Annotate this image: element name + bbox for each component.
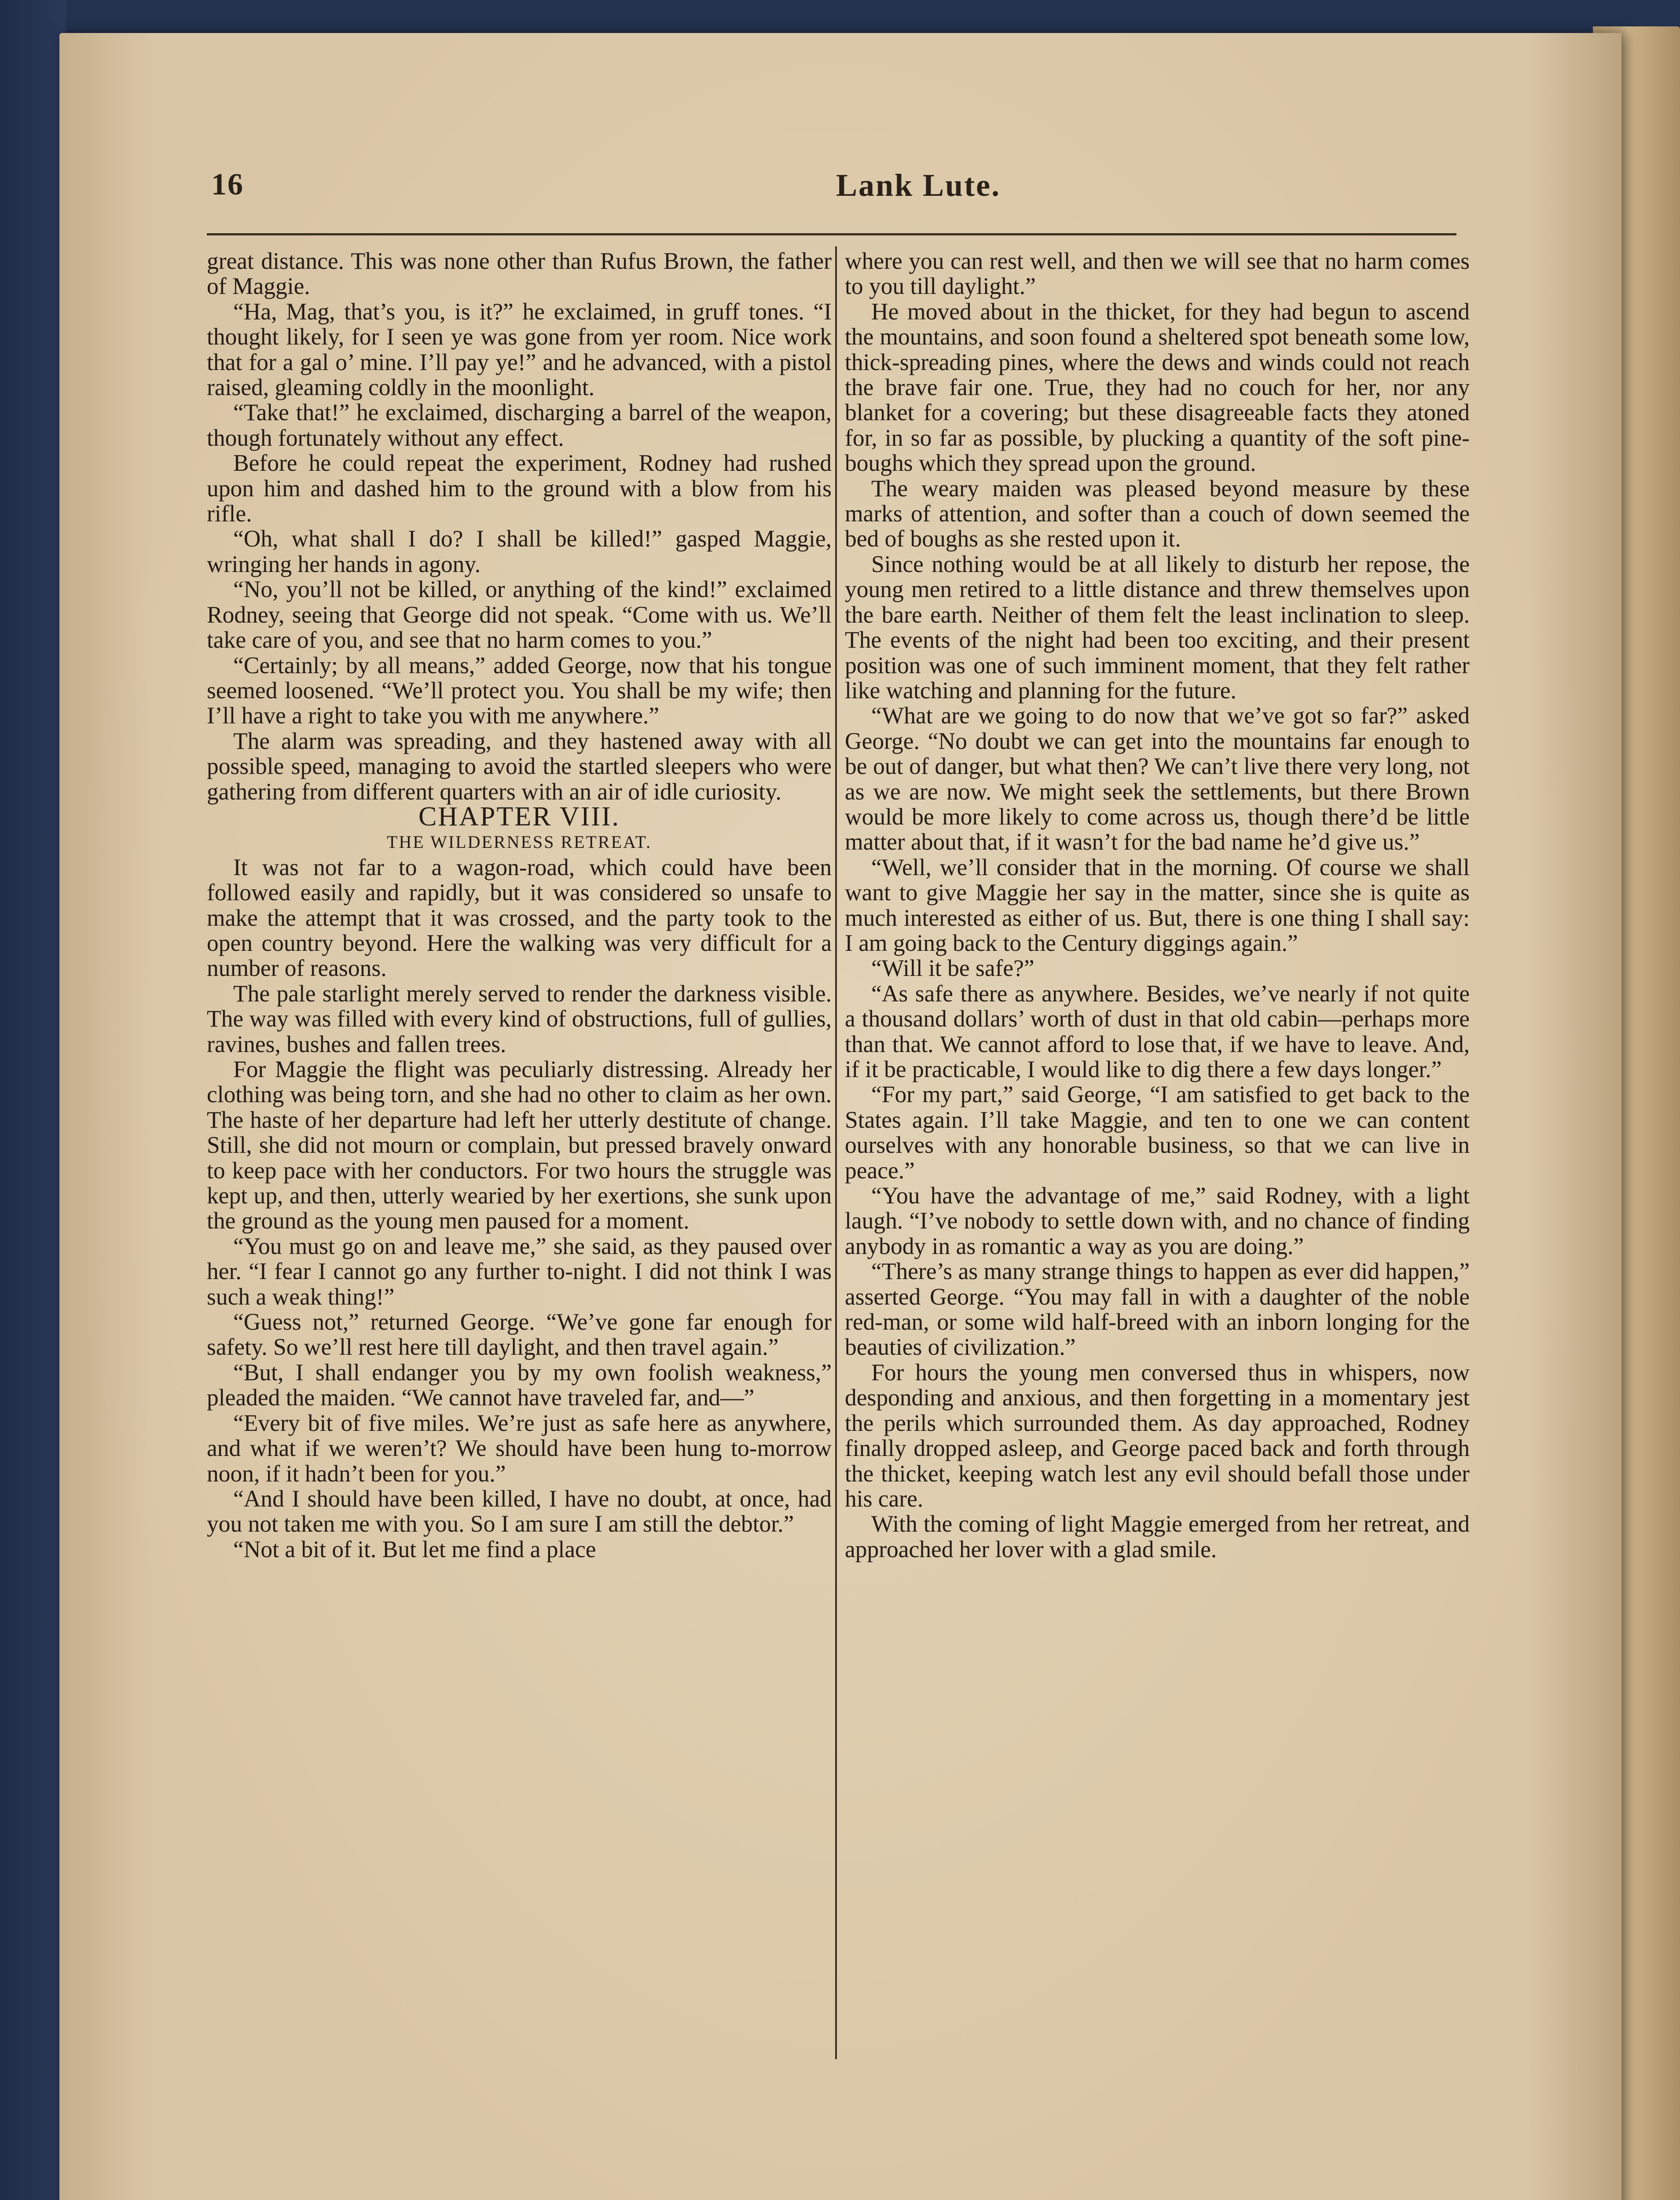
paragraph: Since nothing would be at all likely to disturb her repose, the young men retired to a little distance and threw themselves upon the bare earth. Neither of them felt the least inclination to sleep. The events of the night had been too exciting, and their present position was one of such imminent moment, that they felt rather like watching and planning for the future. (845, 550, 1470, 704)
paragraph: “As safe there as anywhere. Besides, we’ve nearly if not quite a thousand dollars’ worth of dust in that old cabin—perhaps more than that. We cannot afford to lose that, if we have to leave. And, if it be practicable, I would like to dig there a few days longer.” (845, 980, 1470, 1082)
chapter-title: CHAPTER VIII. (418, 801, 620, 832)
paragraph: With the coming of light Maggie emerged from her retreat, and approached her lover with a glad smile. (845, 1511, 1470, 1562)
paragraph: “No, you’ll not be killed, or anything of the kind!” exclaimed Rodney, seeing that George did not speak. “Come with us. We’ll take care of you, and see that no harm comes to you.” (207, 576, 832, 653)
paragraph: “Every bit of five miles. We’re just as safe here as anywhere, and what if we weren’t? We should have been hung to-morrow noon, if it hadn’t been for you.” (207, 1409, 832, 1487)
paragraph: It was not far to a wagon-road, which could have been followed easily and rapidly, but it was considered so unsafe to make the attempt that it was crossed, and the party took to the open country beyond. Here the walking was very difficult for a number of reasons. (207, 854, 832, 982)
right-column-paragraphs (845, 249, 1470, 1562)
running-title: Lank Lute. (836, 168, 1001, 203)
paragraph: He moved about in the thicket, for they had begun to ascend the mountains, and soon found a sheltered spot beneath some low, thick-spreading pines, where the dews and winds could not reach the brave fair one. True, they had no couch for her, nor any blanket for a covering; but these disagreeable facts they atoned for, in so far as possible, by plucking a quantity of the soft pine-boughs which they spread upon the ground. (845, 298, 1470, 477)
column-divider (835, 246, 837, 2059)
paragraph: “Oh, what shall I do? I shall be killed!” gasped Maggie, wringing her hands in agony. (207, 525, 832, 577)
right-column (845, 249, 1470, 1562)
page-number: 16 (211, 168, 244, 202)
page-header (150, 167, 1456, 220)
left-column-chapter-paragraphs (207, 855, 832, 1562)
left-column-paragraphs (207, 249, 832, 804)
paragraph: where you can rest well, and then we will see that no harm comes to you till daylight.” (845, 248, 1470, 300)
paragraph: The weary maiden was pleased beyond measure by these marks of attention, and softer than a couch of down seemed the bed of boughs as she rested upon it. (845, 475, 1470, 552)
paragraph: “Will it be safe?” (871, 955, 1034, 982)
paragraph: Before he could repeat the experiment, Rodney had rushed upon him and dashed him to the ground with a blow from his rifle. (207, 450, 832, 527)
paragraph: For hours the young men conversed thus in whispers, now desponding and anxious, and then forgetting in a momentary jest the perils which surrounded them. As day approached, Rodney finally dropped asleep, and George paced back and forth through the thicket, keeping watch lest any evil should befall those under his care. (845, 1359, 1470, 1512)
paragraph: For Maggie the flight was peculiarly distressing. Already her clothing was being torn, and she had no other to claim as her own. The haste of her departure had left her utterly destitute of change. Still, she did not mourn or complain, but pressed bravely onward to keep pace with her conductors. For two hours the struggle was kept up, and then, utterly wearied by her exertions, she sunk upon the ground as the young men paused for a moment. (207, 1056, 832, 1234)
paragraph: “But, I shall endanger you by my own foolish weakness,” pleaded the maiden. “We cannot have traveled far, and—” (207, 1359, 832, 1411)
paragraph: “For my part,” said George, “I am satisfied to get back to the States again. I’ll take Maggie, and ten to one we can content ourselves with any honorable business, so that we can live in peace.” (845, 1081, 1470, 1184)
header-rule (207, 233, 1456, 235)
paragraph: “There’s as many strange things to happen as ever did happen,” asserted George. “You may fall in with a daughter of the noble red-man, or some wild half-breed with an inborn longing for the beauties of civilization.” (845, 1258, 1470, 1360)
paragraph: The alarm was spreading, and they hastened away with all possible speed, managing to avoid the startled sleepers who were gathering from different quarters with an air of idle curiosity. (207, 727, 832, 805)
paragraph: great distance. This was none other than Rufus Brown, the father of Maggie. (207, 248, 832, 300)
paragraph: “Ha, Mag, that’s you, is it?” he exclaimed, in gruff tones. “I thought likely, for I seen ye was gone from yer room. Nice work that for a gal o’ mine. I’ll pay ye!” and he advanced, with a pistol raised, gleaming coldly in the moonlight. (207, 298, 832, 401)
paragraph: “Take that!” he exclaimed, discharging a barrel of the weapon, though fortunately without any effect. (207, 399, 832, 451)
chapter-subtitle: THE WILDERNESS RETREAT. (387, 832, 652, 852)
paragraph: “What are we going to do now that we’ve got so far?” asked George. “No doubt we can get into the mountains far enough to be out of danger, but what then? We can’t live there very long, not as we are now. We might seek the settlements, but there Brown would be more likely to come across us, though there’d be little matter about that, if it wasn’t for the bad name he’d give us.” (845, 702, 1470, 855)
paragraph: “Guess not,” returned George. “We’ve gone far enough for safety. So we’ll rest here till daylight, and then travel again.” (207, 1309, 832, 1360)
paragraph: “Certainly; by all means,” added George, now that his tongue seemed loosened. “We’ll protect you. You shall be my wife; then I’ll have a right to take you with me anywhere.” (207, 652, 832, 729)
paragraph: “And I should have been killed, I have no doubt, at once, had you not taken me with you. So I am sure I am still the debtor.” (207, 1485, 832, 1537)
backdrop (0, 0, 66, 2200)
paragraph: “Well, we’ll consider that in the morning. Of course we shall want to give Maggie her say in the matter, since she is quite as much interested as either of us. But, there is one thing I shall say: I am going back to the Century diggings again.” (845, 854, 1470, 956)
paragraph: “You have the advantage of me,” said Rodney, with a light laugh. “I’ve nobody to settle down with, and no chance of finding anybody in as romantic a way as you are doing.” (845, 1182, 1470, 1259)
paragraph: The pale starlight merely served to render the darkness visible. The way was filled with every kind of obstructions, full of gullies, ravines, bushes and fallen trees. (207, 980, 832, 1057)
paragraph: “Not a bit of it. But let me find a place (233, 1536, 596, 1562)
left-column (207, 249, 832, 1562)
paragraph: “You must go on and leave me,” she said, as they paused over her. “I fear I cannot go any further to-night. I did not think I was such a weak thing!” (207, 1232, 832, 1310)
